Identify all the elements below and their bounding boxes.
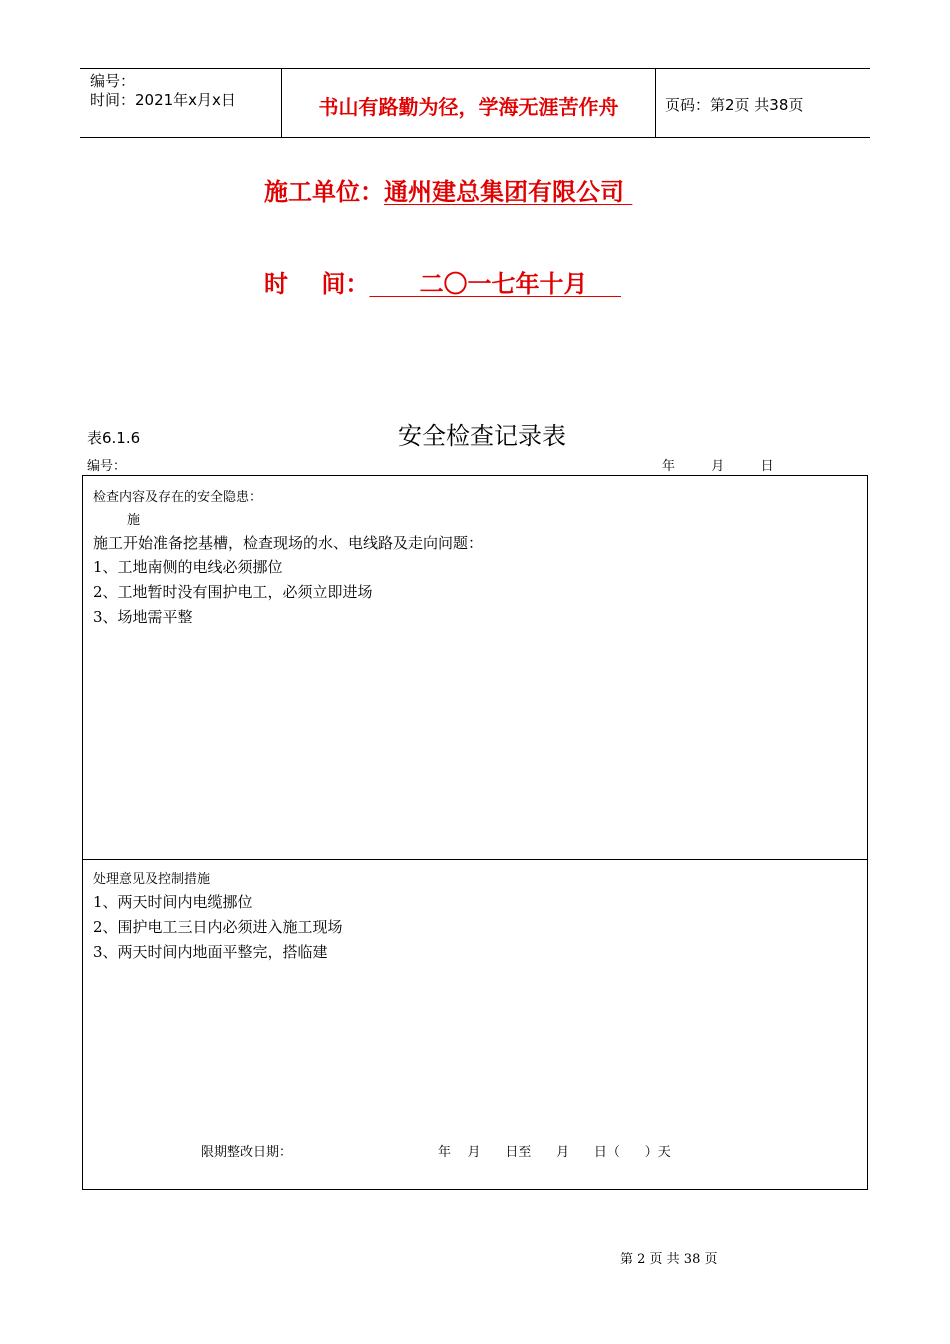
- header-number: 编号：: [90, 72, 136, 90]
- deadline-label: 限期整改日期：: [201, 1145, 293, 1160]
- form-date: [662, 455, 774, 474]
- construction-time-value: 二〇一七年十月: [419, 270, 588, 298]
- section1-intro: 施工开始准备挖基槽，检查现场的水、电线路及走向问题：: [93, 534, 484, 552]
- section-divider: [83, 859, 867, 860]
- construction-time-line: [264, 264, 621, 299]
- table-number: 表6.1.6: [87, 429, 141, 447]
- header-time: 时间：2021年x月x日: [90, 91, 236, 109]
- form-number-label: 编号：: [87, 459, 127, 474]
- header-right-cell: [655, 69, 870, 137]
- document-header: [80, 68, 870, 138]
- header-left-cell: [80, 69, 281, 137]
- date-month: 月: [711, 459, 725, 474]
- construction-unit-line: [264, 172, 632, 207]
- deadline-value: 年 月 日至 月 日（ ）天: [438, 1145, 671, 1160]
- header-motto: 书山有路勤为径，学海无涯苦作舟: [318, 95, 619, 119]
- section1-item-3: 3、场地需平整: [93, 608, 193, 626]
- section1-stray-char: 施: [127, 513, 141, 528]
- section1-item-2: 2、工地暂时没有围护电工，必须立即进场: [93, 583, 373, 601]
- header-page-info: 页码：第2页 共38页: [665, 96, 804, 114]
- date-day: 日: [760, 459, 774, 474]
- section1-heading: 检查内容及存在的安全隐患：: [93, 490, 263, 505]
- section2-heading: 处理意见及控制措施: [93, 872, 211, 887]
- construction-unit-label: 施工单位：: [264, 178, 384, 206]
- construction-unit-value: 通州建总集团有限公司: [384, 178, 624, 206]
- form-title: 安全检查记录表: [398, 422, 566, 450]
- construction-time-label: 时 间：: [264, 270, 370, 298]
- inspection-record-box: [82, 475, 868, 1190]
- page-footer: 第 2 页 共 38 页: [620, 1252, 718, 1267]
- date-year: 年: [662, 459, 676, 474]
- section2-item-2: 2、围护电工三日内必须进入施工现场: [93, 918, 343, 936]
- section2-item-3: 3、两天时间内地面平整完，搭临建: [93, 943, 328, 961]
- section1-item-1: 1、工地南侧的电线必须挪位: [93, 558, 283, 576]
- header-middle-cell: [281, 69, 656, 137]
- section2-item-1: 1、两天时间内电缆挪位: [93, 893, 253, 911]
